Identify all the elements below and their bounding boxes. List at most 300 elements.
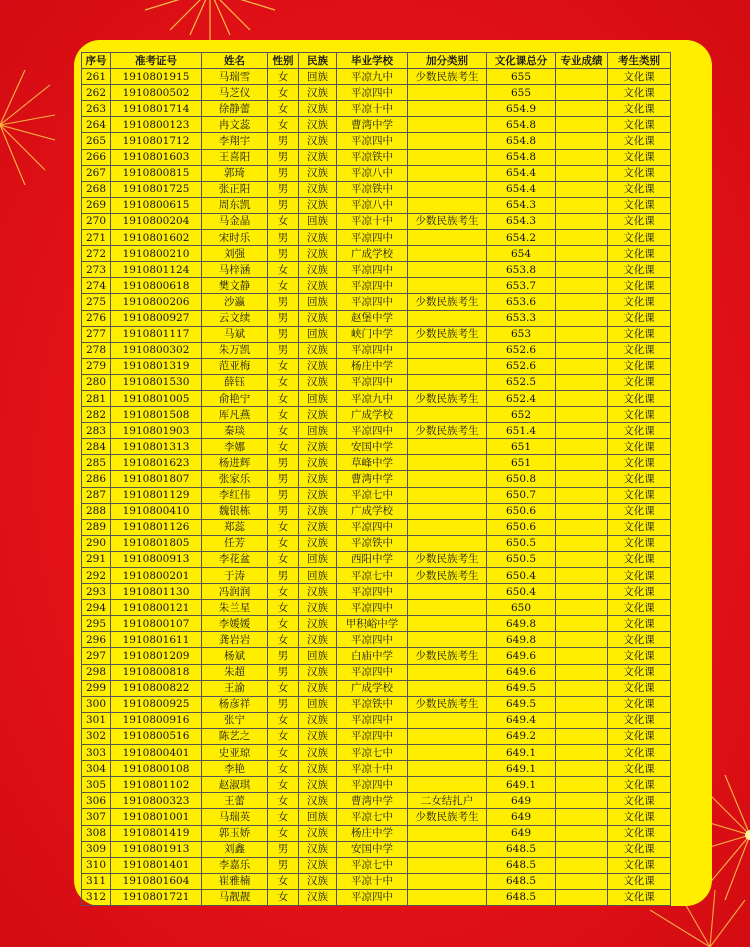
major-score-cell bbox=[556, 149, 608, 165]
school-cell: 安国中学 bbox=[337, 439, 408, 455]
major-score-cell bbox=[556, 648, 608, 664]
total-score-cell: 649.8 bbox=[487, 616, 556, 632]
total-score-cell: 649 bbox=[487, 793, 556, 809]
school-cell: 平凉七中 bbox=[337, 487, 408, 503]
school-cell: 平凉四中 bbox=[337, 85, 408, 101]
bonus-type-cell bbox=[408, 262, 487, 278]
bonus-type-cell bbox=[408, 761, 487, 777]
ethnicity-cell: 汉族 bbox=[299, 407, 337, 423]
major-score-cell bbox=[556, 230, 608, 246]
school-cell: 峡门中学 bbox=[337, 326, 408, 342]
category-cell: 文化课 bbox=[608, 761, 671, 777]
category-cell: 文化课 bbox=[608, 278, 671, 294]
category-cell: 文化课 bbox=[608, 648, 671, 664]
table-row bbox=[82, 310, 671, 326]
school-cell: 平凉四中 bbox=[337, 374, 408, 390]
ticket-number-cell: 1910801319 bbox=[111, 358, 202, 374]
school-cell: 平凉八中 bbox=[337, 165, 408, 181]
ticket-number-cell: 1910801005 bbox=[111, 390, 202, 406]
bonus-type-cell: 少数民族考生 bbox=[408, 696, 487, 712]
ticket-number-cell: 1910801712 bbox=[111, 133, 202, 149]
table-row bbox=[82, 342, 671, 358]
table-row bbox=[82, 551, 671, 567]
category-cell: 文化课 bbox=[608, 696, 671, 712]
total-score-cell: 652 bbox=[487, 407, 556, 423]
bonus-type-cell bbox=[408, 85, 487, 101]
table-row bbox=[82, 262, 671, 278]
table-row bbox=[82, 889, 671, 905]
name-cell: 杨斌 bbox=[202, 648, 268, 664]
major-score-cell bbox=[556, 310, 608, 326]
school-cell: 平凉九中 bbox=[337, 69, 408, 85]
ticket-number-cell: 1910801915 bbox=[111, 69, 202, 85]
total-score-cell: 654.4 bbox=[487, 165, 556, 181]
major-score-cell bbox=[556, 584, 608, 600]
name-cell: 冯润润 bbox=[202, 584, 268, 600]
ethnicity-cell: 汉族 bbox=[299, 455, 337, 471]
category-cell: 文化课 bbox=[608, 133, 671, 149]
category-cell: 文化课 bbox=[608, 374, 671, 390]
category-cell: 文化课 bbox=[608, 616, 671, 632]
ticket-number-cell: 1910801623 bbox=[111, 455, 202, 471]
serial-cell: 310 bbox=[82, 857, 111, 873]
school-cell: 平凉四中 bbox=[337, 294, 408, 310]
category-cell: 文化课 bbox=[608, 407, 671, 423]
serial-cell: 271 bbox=[82, 230, 111, 246]
category-cell: 文化课 bbox=[608, 680, 671, 696]
gender-cell: 女 bbox=[268, 616, 299, 632]
ticket-number-cell: 1910800818 bbox=[111, 664, 202, 680]
name-cell: 云文续 bbox=[202, 310, 268, 326]
table-row bbox=[82, 85, 671, 101]
total-score-cell: 653.6 bbox=[487, 294, 556, 310]
serial-cell: 306 bbox=[82, 793, 111, 809]
major-score-cell bbox=[556, 262, 608, 278]
bonus-type-cell bbox=[408, 149, 487, 165]
school-cell: 白庙中学 bbox=[337, 648, 408, 664]
ticket-number-cell: 1910801725 bbox=[111, 181, 202, 197]
school-cell: 平凉四中 bbox=[337, 342, 408, 358]
ethnicity-cell: 汉族 bbox=[299, 439, 337, 455]
major-score-cell bbox=[556, 777, 608, 793]
bonus-type-cell bbox=[408, 439, 487, 455]
name-cell: 郑蕊 bbox=[202, 519, 268, 535]
total-score-cell: 651 bbox=[487, 439, 556, 455]
serial-cell: 302 bbox=[82, 728, 111, 744]
table-row bbox=[82, 648, 671, 664]
serial-cell: 290 bbox=[82, 535, 111, 551]
category-cell: 文化课 bbox=[608, 551, 671, 567]
ethnicity-cell: 回族 bbox=[299, 390, 337, 406]
category-cell: 文化课 bbox=[608, 390, 671, 406]
bonus-type-cell bbox=[408, 841, 487, 857]
bonus-type-cell: 少数民族考生 bbox=[408, 423, 487, 439]
ethnicity-cell: 汉族 bbox=[299, 793, 337, 809]
category-cell: 文化课 bbox=[608, 246, 671, 262]
serial-cell: 303 bbox=[82, 745, 111, 761]
name-cell: 崔雅楠 bbox=[202, 873, 268, 889]
category-cell: 文化课 bbox=[608, 568, 671, 584]
table-row bbox=[82, 101, 671, 117]
table-row bbox=[82, 664, 671, 680]
school-cell: 杨庄中学 bbox=[337, 825, 408, 841]
category-cell: 文化课 bbox=[608, 117, 671, 133]
ethnicity-cell: 汉族 bbox=[299, 761, 337, 777]
total-score-cell: 649.5 bbox=[487, 680, 556, 696]
ethnicity-cell: 回族 bbox=[299, 423, 337, 439]
name-cell: 秦琰 bbox=[202, 423, 268, 439]
category-cell: 文化课 bbox=[608, 584, 671, 600]
major-score-cell bbox=[556, 616, 608, 632]
major-score-cell bbox=[556, 519, 608, 535]
major-score-cell bbox=[556, 133, 608, 149]
bonus-type-cell bbox=[408, 407, 487, 423]
gender-cell: 男 bbox=[268, 246, 299, 262]
name-cell: 樊文静 bbox=[202, 278, 268, 294]
bonus-type-cell: 少数民族考生 bbox=[408, 568, 487, 584]
gender-cell: 男 bbox=[268, 696, 299, 712]
total-score-cell: 655 bbox=[487, 69, 556, 85]
total-score-cell: 649.5 bbox=[487, 696, 556, 712]
ticket-number-cell: 1910800913 bbox=[111, 551, 202, 567]
bonus-type-cell bbox=[408, 728, 487, 744]
name-cell: 于涛 bbox=[202, 568, 268, 584]
category-cell: 文化课 bbox=[608, 825, 671, 841]
ethnicity-cell: 回族 bbox=[299, 326, 337, 342]
total-score-cell: 648.5 bbox=[487, 873, 556, 889]
column-header-total-score: 文化课总分 bbox=[487, 53, 556, 69]
serial-cell: 267 bbox=[82, 165, 111, 181]
ethnicity-cell: 汉族 bbox=[299, 664, 337, 680]
bonus-type-cell bbox=[408, 101, 487, 117]
major-score-cell bbox=[556, 471, 608, 487]
total-score-cell: 650.8 bbox=[487, 471, 556, 487]
ticket-number-cell: 1910801313 bbox=[111, 439, 202, 455]
major-score-cell bbox=[556, 374, 608, 390]
gender-cell: 女 bbox=[268, 680, 299, 696]
name-cell: 薛钰 bbox=[202, 374, 268, 390]
total-score-cell: 650.6 bbox=[487, 519, 556, 535]
ticket-number-cell: 1910801117 bbox=[111, 326, 202, 342]
gender-cell: 女 bbox=[268, 745, 299, 761]
score-table bbox=[81, 52, 671, 906]
serial-cell: 285 bbox=[82, 455, 111, 471]
school-cell: 平凉十中 bbox=[337, 213, 408, 229]
table-row bbox=[82, 857, 671, 873]
ethnicity-cell: 汉族 bbox=[299, 487, 337, 503]
category-cell: 文化课 bbox=[608, 69, 671, 85]
name-cell: 魏银栋 bbox=[202, 503, 268, 519]
total-score-cell: 650.5 bbox=[487, 551, 556, 567]
name-cell: 朱超 bbox=[202, 664, 268, 680]
table-row bbox=[82, 294, 671, 310]
table-row bbox=[82, 728, 671, 744]
ticket-number-cell: 1910801126 bbox=[111, 519, 202, 535]
major-score-cell bbox=[556, 793, 608, 809]
total-score-cell: 652.6 bbox=[487, 342, 556, 358]
firework-left bbox=[0, 55, 60, 195]
name-cell: 郭琦 bbox=[202, 165, 268, 181]
table-row bbox=[82, 841, 671, 857]
bonus-type-cell bbox=[408, 374, 487, 390]
school-cell: 平凉四中 bbox=[337, 728, 408, 744]
gender-cell: 男 bbox=[268, 181, 299, 197]
gender-cell: 女 bbox=[268, 101, 299, 117]
ticket-number-cell: 1910801124 bbox=[111, 262, 202, 278]
major-score-cell bbox=[556, 487, 608, 503]
total-score-cell: 649.2 bbox=[487, 728, 556, 744]
table-row bbox=[82, 213, 671, 229]
school-cell: 平凉七中 bbox=[337, 809, 408, 825]
ethnicity-cell: 汉族 bbox=[299, 197, 337, 213]
gender-cell: 女 bbox=[268, 809, 299, 825]
major-score-cell bbox=[556, 809, 608, 825]
category-cell: 文化课 bbox=[608, 889, 671, 905]
total-score-cell: 649.1 bbox=[487, 761, 556, 777]
major-score-cell bbox=[556, 342, 608, 358]
table-row bbox=[82, 439, 671, 455]
gender-cell: 女 bbox=[268, 358, 299, 374]
major-score-cell bbox=[556, 825, 608, 841]
ticket-number-cell: 1910800925 bbox=[111, 696, 202, 712]
school-cell: 平凉四中 bbox=[337, 584, 408, 600]
bonus-type-cell bbox=[408, 889, 487, 905]
serial-cell: 281 bbox=[82, 390, 111, 406]
gender-cell: 女 bbox=[268, 262, 299, 278]
bonus-type-cell bbox=[408, 664, 487, 680]
category-cell: 文化课 bbox=[608, 632, 671, 648]
name-cell: 李花盆 bbox=[202, 551, 268, 567]
major-score-cell bbox=[556, 358, 608, 374]
school-cell: 杨庄中学 bbox=[337, 358, 408, 374]
serial-cell: 264 bbox=[82, 117, 111, 133]
ticket-number-cell: 1910800615 bbox=[111, 197, 202, 213]
table-row bbox=[82, 471, 671, 487]
bonus-type-cell: 少数民族考生 bbox=[408, 809, 487, 825]
serial-cell: 308 bbox=[82, 825, 111, 841]
major-score-cell bbox=[556, 680, 608, 696]
table-row bbox=[82, 69, 671, 85]
bonus-type-cell bbox=[408, 358, 487, 374]
serial-cell: 294 bbox=[82, 600, 111, 616]
serial-cell: 278 bbox=[82, 342, 111, 358]
school-cell: 平凉四中 bbox=[337, 889, 408, 905]
name-cell: 赵淑琪 bbox=[202, 777, 268, 793]
column-header-category: 考生类别 bbox=[608, 53, 671, 69]
gender-cell: 女 bbox=[268, 390, 299, 406]
total-score-cell: 654.3 bbox=[487, 197, 556, 213]
serial-cell: 265 bbox=[82, 133, 111, 149]
bonus-type-cell bbox=[408, 535, 487, 551]
gender-cell: 女 bbox=[268, 632, 299, 648]
gender-cell: 女 bbox=[268, 407, 299, 423]
table-row bbox=[82, 761, 671, 777]
total-score-cell: 653.8 bbox=[487, 262, 556, 278]
serial-cell: 295 bbox=[82, 616, 111, 632]
major-score-cell bbox=[556, 503, 608, 519]
bonus-type-cell bbox=[408, 117, 487, 133]
school-cell: 甲积峪中学 bbox=[337, 616, 408, 632]
serial-cell: 275 bbox=[82, 294, 111, 310]
bonus-type-cell bbox=[408, 584, 487, 600]
ticket-number-cell: 1910801602 bbox=[111, 230, 202, 246]
total-score-cell: 648.5 bbox=[487, 889, 556, 905]
school-cell: 赵堡中学 bbox=[337, 310, 408, 326]
serial-cell: 266 bbox=[82, 149, 111, 165]
ethnicity-cell: 汉族 bbox=[299, 777, 337, 793]
total-score-cell: 650 bbox=[487, 600, 556, 616]
category-cell: 文化课 bbox=[608, 487, 671, 503]
ethnicity-cell: 汉族 bbox=[299, 841, 337, 857]
ethnicity-cell: 回族 bbox=[299, 568, 337, 584]
table-row bbox=[82, 712, 671, 728]
ticket-number-cell: 1910800401 bbox=[111, 745, 202, 761]
major-score-cell bbox=[556, 712, 608, 728]
school-cell: 平凉四中 bbox=[337, 664, 408, 680]
name-cell: 王喜阳 bbox=[202, 149, 268, 165]
bonus-type-cell: 少数民族考生 bbox=[408, 648, 487, 664]
school-cell: 平凉铁中 bbox=[337, 149, 408, 165]
ethnicity-cell: 汉族 bbox=[299, 181, 337, 197]
name-cell: 王渝 bbox=[202, 680, 268, 696]
name-cell: 陈艺之 bbox=[202, 728, 268, 744]
category-cell: 文化课 bbox=[608, 213, 671, 229]
gender-cell: 男 bbox=[268, 455, 299, 471]
table-row bbox=[82, 278, 671, 294]
school-cell: 平凉四中 bbox=[337, 777, 408, 793]
table-row bbox=[82, 326, 671, 342]
table-row bbox=[82, 149, 671, 165]
category-cell: 文化课 bbox=[608, 423, 671, 439]
school-cell: 草峰中学 bbox=[337, 455, 408, 471]
ticket-number-cell: 1910801903 bbox=[111, 423, 202, 439]
ticket-number-cell: 1910801419 bbox=[111, 825, 202, 841]
school-cell: 平凉四中 bbox=[337, 632, 408, 648]
total-score-cell: 649 bbox=[487, 825, 556, 841]
name-cell: 俞艳宁 bbox=[202, 390, 268, 406]
serial-cell: 279 bbox=[82, 358, 111, 374]
bonus-type-cell bbox=[408, 616, 487, 632]
serial-cell: 273 bbox=[82, 262, 111, 278]
major-score-cell bbox=[556, 664, 608, 680]
ticket-number-cell: 1910801001 bbox=[111, 809, 202, 825]
name-cell: 杨进辉 bbox=[202, 455, 268, 471]
gender-cell: 男 bbox=[268, 165, 299, 181]
ticket-number-cell: 1910801807 bbox=[111, 471, 202, 487]
gender-cell: 女 bbox=[268, 825, 299, 841]
school-cell: 平凉七中 bbox=[337, 857, 408, 873]
total-score-cell: 649.1 bbox=[487, 745, 556, 761]
school-cell: 平凉四中 bbox=[337, 133, 408, 149]
gender-cell: 男 bbox=[268, 326, 299, 342]
category-cell: 文化课 bbox=[608, 165, 671, 181]
name-cell: 张正阳 bbox=[202, 181, 268, 197]
category-cell: 文化课 bbox=[608, 358, 671, 374]
gender-cell: 男 bbox=[268, 568, 299, 584]
serial-cell: 274 bbox=[82, 278, 111, 294]
gender-cell: 女 bbox=[268, 777, 299, 793]
school-cell: 平凉七中 bbox=[337, 745, 408, 761]
ethnicity-cell: 汉族 bbox=[299, 889, 337, 905]
serial-cell: 312 bbox=[82, 889, 111, 905]
category-cell: 文化课 bbox=[608, 101, 671, 117]
ethnicity-cell: 汉族 bbox=[299, 535, 337, 551]
total-score-cell: 648.5 bbox=[487, 857, 556, 873]
ticket-number-cell: 1910801102 bbox=[111, 777, 202, 793]
bonus-type-cell bbox=[408, 712, 487, 728]
table-row bbox=[82, 358, 671, 374]
name-cell: 范亚梅 bbox=[202, 358, 268, 374]
ethnicity-cell: 汉族 bbox=[299, 600, 337, 616]
bonus-type-cell: 少数民族考生 bbox=[408, 551, 487, 567]
gender-cell: 女 bbox=[268, 519, 299, 535]
total-score-cell: 654 bbox=[487, 246, 556, 262]
serial-cell: 304 bbox=[82, 761, 111, 777]
gender-cell: 男 bbox=[268, 294, 299, 310]
table-row bbox=[82, 873, 671, 889]
table-row bbox=[82, 374, 671, 390]
name-cell: 刘强 bbox=[202, 246, 268, 262]
ethnicity-cell: 汉族 bbox=[299, 584, 337, 600]
name-cell: 李娜 bbox=[202, 439, 268, 455]
major-score-cell bbox=[556, 551, 608, 567]
ethnicity-cell: 汉族 bbox=[299, 728, 337, 744]
ticket-number-cell: 1910801209 bbox=[111, 648, 202, 664]
school-cell: 广成学校 bbox=[337, 503, 408, 519]
category-cell: 文化课 bbox=[608, 455, 671, 471]
serial-cell: 286 bbox=[82, 471, 111, 487]
name-cell: 马芝仪 bbox=[202, 85, 268, 101]
total-score-cell: 654.8 bbox=[487, 117, 556, 133]
major-score-cell bbox=[556, 423, 608, 439]
school-cell: 平凉四中 bbox=[337, 519, 408, 535]
name-cell: 沙瀛 bbox=[202, 294, 268, 310]
gender-cell: 女 bbox=[268, 761, 299, 777]
ticket-number-cell: 1910801721 bbox=[111, 889, 202, 905]
serial-cell: 305 bbox=[82, 777, 111, 793]
school-cell: 平凉四中 bbox=[337, 600, 408, 616]
serial-cell: 269 bbox=[82, 197, 111, 213]
table-row bbox=[82, 423, 671, 439]
serial-cell: 284 bbox=[82, 439, 111, 455]
bonus-type-cell bbox=[408, 825, 487, 841]
gender-cell: 女 bbox=[268, 85, 299, 101]
school-cell: 广成学校 bbox=[337, 680, 408, 696]
category-cell: 文化课 bbox=[608, 262, 671, 278]
ticket-number-cell: 1910801401 bbox=[111, 857, 202, 873]
category-cell: 文化课 bbox=[608, 600, 671, 616]
gender-cell: 男 bbox=[268, 664, 299, 680]
serial-cell: 282 bbox=[82, 407, 111, 423]
column-header-ethnicity: 民族 bbox=[299, 53, 337, 69]
name-cell: 张宁 bbox=[202, 712, 268, 728]
serial-cell: 311 bbox=[82, 873, 111, 889]
major-score-cell bbox=[556, 632, 608, 648]
major-score-cell bbox=[556, 213, 608, 229]
ethnicity-cell: 汉族 bbox=[299, 342, 337, 358]
major-score-cell bbox=[556, 390, 608, 406]
total-score-cell: 653.3 bbox=[487, 310, 556, 326]
serial-cell: 300 bbox=[82, 696, 111, 712]
ticket-number-cell: 1910800516 bbox=[111, 728, 202, 744]
school-cell: 平凉四中 bbox=[337, 262, 408, 278]
ethnicity-cell: 汉族 bbox=[299, 712, 337, 728]
name-cell: 任芳 bbox=[202, 535, 268, 551]
serial-cell: 291 bbox=[82, 551, 111, 567]
total-score-cell: 653 bbox=[487, 326, 556, 342]
total-score-cell: 648.5 bbox=[487, 841, 556, 857]
ethnicity-cell: 汉族 bbox=[299, 503, 337, 519]
